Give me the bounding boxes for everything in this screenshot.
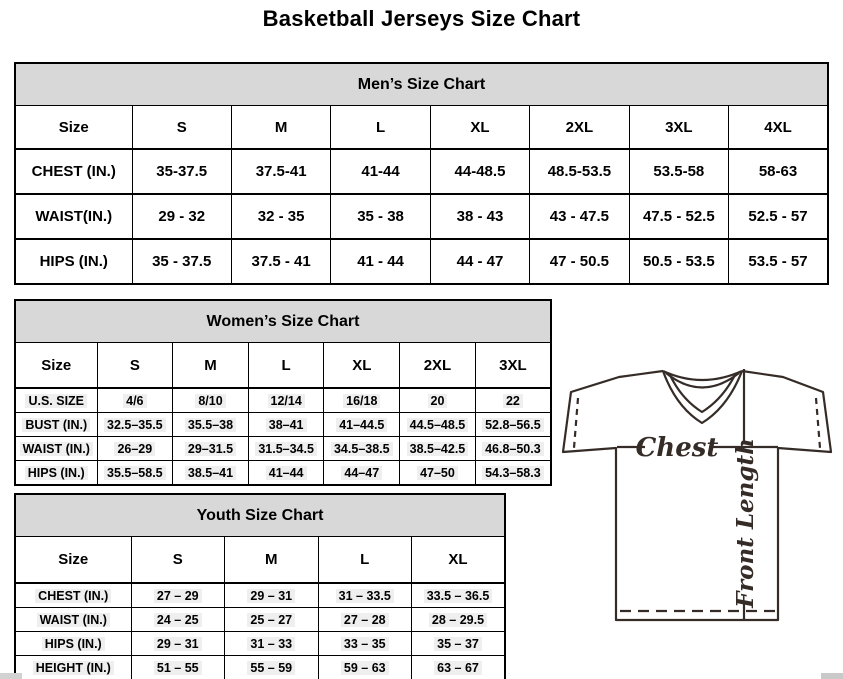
row-label: HIPS (IN.): [25, 466, 88, 480]
mens-size-label: Size: [15, 106, 132, 150]
cell-value: 38–41: [266, 418, 307, 432]
cell-value: 31.5–34.5: [255, 442, 317, 456]
mens-col-header: 2XL: [530, 106, 629, 150]
right-cuff-stitch: [816, 398, 820, 448]
mens-waist-row: [15, 194, 828, 239]
mens-col-header: L: [331, 106, 430, 150]
cell-value: 4/6: [123, 394, 146, 408]
youth-height-row: [15, 656, 505, 679]
womens-hips-row: [15, 461, 551, 486]
cell-value: 31 – 33: [247, 637, 295, 651]
cell-value: 20: [428, 394, 448, 408]
youth-col-header: XL: [412, 537, 506, 584]
page-title: Basketball Jerseys Size Chart: [262, 6, 581, 31]
mens-col-header: 3XL: [629, 106, 728, 150]
womens-us-size-row: [15, 388, 551, 413]
cell-value: 63 – 67: [434, 661, 482, 675]
row-label: HIPS (IN.): [15, 239, 132, 284]
cell-value: 35.5–38: [185, 418, 236, 432]
cell-value: 27 – 29: [154, 589, 202, 603]
horizontal-scrollbar-fragment-left[interactable]: [0, 673, 22, 679]
mens-hips-row: [15, 239, 828, 284]
row-label: WAIST(IN.): [15, 194, 132, 239]
cell-value: 16/18: [343, 394, 380, 408]
womens-waist-row: [15, 437, 551, 461]
cell-value: 41–44: [266, 466, 307, 480]
row-label: HEIGHT (IN.): [33, 661, 114, 675]
jersey-vneck-inner: [669, 373, 736, 412]
row-label: BUST (IN.): [22, 418, 90, 432]
mens-col-header: 4XL: [729, 106, 828, 150]
cell-value: 54.3–58.3: [482, 466, 544, 480]
youth-waist-row: [15, 608, 505, 632]
cell-value: 55 – 59: [247, 661, 295, 675]
youth-size-header-row: [15, 537, 505, 584]
cell-value: 38.5–41: [185, 466, 236, 480]
cell-value: 59 – 63: [341, 661, 389, 675]
cell-value: 35-37.5: [132, 149, 231, 194]
row-label: WAIST (IN.): [20, 442, 93, 456]
cell-value: 43 - 47.5: [530, 194, 629, 239]
cell-value: 44 - 47: [430, 239, 529, 284]
cell-value: 29 – 31: [154, 637, 202, 651]
cell-value: 52.5 - 57: [729, 194, 828, 239]
mens-chest-row: [15, 149, 828, 194]
front-length-label: Front Length: [732, 438, 759, 608]
cell-value: 29–31.5: [185, 442, 236, 456]
cell-value: 44.5–48.5: [407, 418, 469, 432]
cell-value: 53.5-58: [629, 149, 728, 194]
cell-value: 41 - 44: [331, 239, 430, 284]
cell-value: 27 – 28: [341, 613, 389, 627]
cell-value: 35 – 37: [434, 637, 482, 651]
cell-value: 25 – 27: [247, 613, 295, 627]
womens-size-label: Size: [15, 343, 97, 389]
mens-col-header: XL: [430, 106, 529, 150]
youth-size-table: [14, 493, 506, 679]
cell-value: 37.5-41: [231, 149, 330, 194]
youth-col-header: L: [318, 537, 412, 584]
cell-value: 47 - 50.5: [530, 239, 629, 284]
horizontal-scrollbar-fragment-right[interactable]: [821, 673, 843, 679]
womens-col-header: 3XL: [475, 343, 551, 389]
mens-col-header: M: [231, 106, 330, 150]
row-label: WAIST (IN.): [37, 613, 110, 627]
youth-size-label: Size: [15, 537, 131, 584]
cell-value: 31 – 33.5: [336, 589, 394, 603]
row-label: CHEST (IN.): [15, 149, 132, 194]
womens-bust-row: [15, 413, 551, 437]
youth-table-title: Youth Size Chart: [15, 494, 505, 537]
cell-value: 53.5 - 57: [729, 239, 828, 284]
womens-col-header: XL: [324, 343, 400, 389]
womens-col-header: S: [97, 343, 173, 389]
cell-value: 37.5 - 41: [231, 239, 330, 284]
cell-value: 35 - 38: [331, 194, 430, 239]
womens-table-header-band: [15, 300, 551, 343]
cell-value: 28 – 29.5: [429, 613, 487, 627]
row-label: HIPS (IN.): [42, 637, 105, 651]
cell-value: 47.5 - 52.5: [629, 194, 728, 239]
mens-size-table: [14, 62, 829, 285]
cell-value: 29 – 31: [247, 589, 295, 603]
womens-col-header: M: [173, 343, 249, 389]
cell-value: 35 - 37.5: [132, 239, 231, 284]
cell-value: 33.5 – 36.5: [424, 589, 493, 603]
mens-table-header-band: [15, 63, 828, 106]
cell-value: 29 - 32: [132, 194, 231, 239]
cell-value: 8/10: [195, 394, 225, 408]
womens-table-title: Women’s Size Chart: [15, 300, 551, 343]
youth-table-header-band: [15, 494, 505, 537]
cell-value: 58-63: [729, 149, 828, 194]
cell-value: 35.5–58.5: [104, 466, 166, 480]
mens-col-header: S: [132, 106, 231, 150]
cell-value: 44-48.5: [430, 149, 529, 194]
chest-label: Chest: [635, 433, 719, 463]
row-label: U.S. SIZE: [25, 394, 87, 408]
cell-value: 50.5 - 53.5: [629, 239, 728, 284]
youth-chest-row: [15, 583, 505, 608]
cell-value: 26–29: [114, 442, 155, 456]
cell-value: 12/14: [268, 394, 305, 408]
cell-value: 32.5–35.5: [104, 418, 166, 432]
cell-value: 33 – 35: [341, 637, 389, 651]
youth-hips-row: [15, 632, 505, 656]
cell-value: 44–47: [341, 466, 382, 480]
left-cuff-stitch: [574, 398, 578, 448]
mens-table-title: Men’s Size Chart: [15, 63, 828, 106]
cell-value: 34.5–38.5: [331, 442, 393, 456]
youth-col-header: S: [131, 537, 225, 584]
cell-value: 48.5-53.5: [530, 149, 629, 194]
womens-col-header: 2XL: [400, 343, 476, 389]
cell-value: 22: [503, 394, 523, 408]
cell-value: 24 – 25: [154, 613, 202, 627]
cell-value: 38 - 43: [430, 194, 529, 239]
cell-value: 47–50: [417, 466, 458, 480]
cell-value: 46.8–50.3: [482, 442, 544, 456]
jersey-measurement-diagram: [556, 358, 843, 630]
womens-size-header-row: [15, 343, 551, 389]
cell-value: 41-44: [331, 149, 430, 194]
cell-value: 51 – 55: [154, 661, 202, 675]
womens-col-header: L: [248, 343, 324, 389]
cell-value: 41–44.5: [336, 418, 387, 432]
mens-size-header-row: [15, 106, 828, 150]
cell-value: 32 - 35: [231, 194, 330, 239]
youth-col-header: M: [225, 537, 319, 584]
womens-size-table: [14, 299, 552, 486]
cell-value: 38.5–42.5: [407, 442, 469, 456]
row-label: CHEST (IN.): [35, 589, 111, 603]
cell-value: 52.8–56.5: [482, 418, 544, 432]
